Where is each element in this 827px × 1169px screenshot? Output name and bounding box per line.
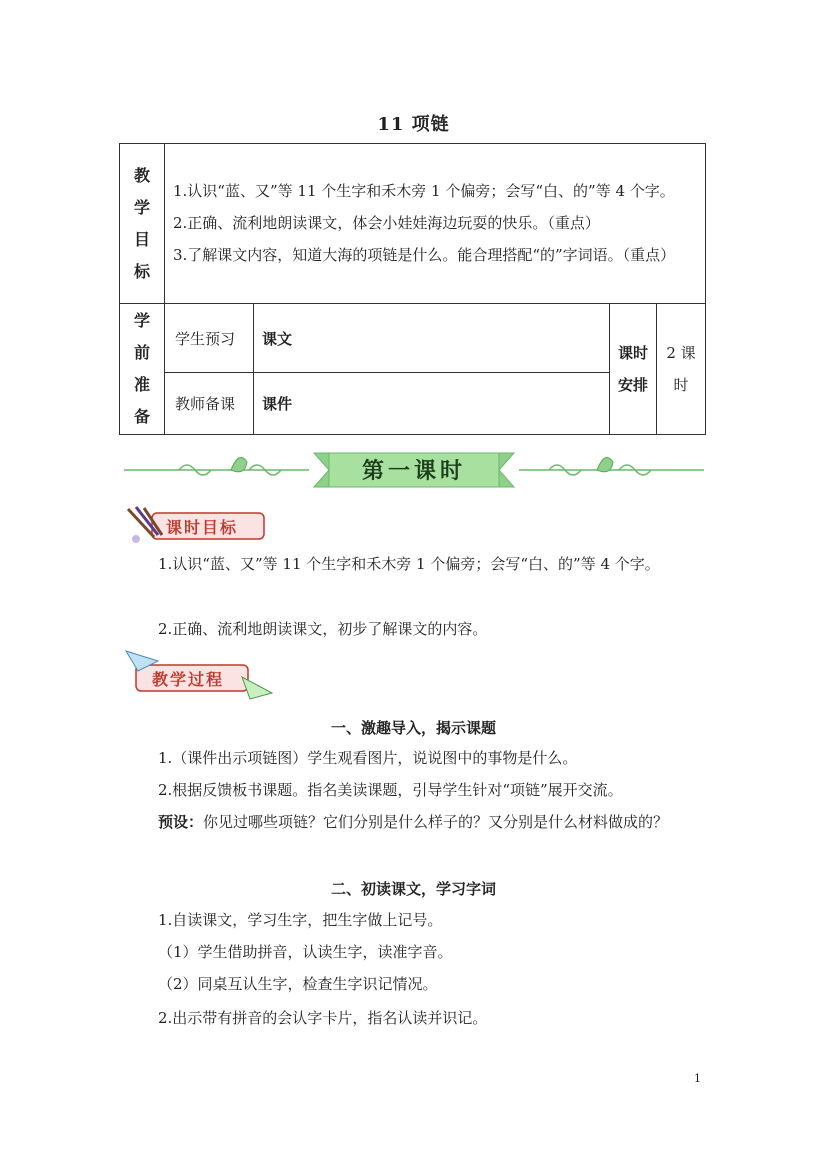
page-title: 11 项链 bbox=[377, 114, 450, 135]
objective-2: 2.正确、流利地朗读课文，初步了解课文的内容。 bbox=[158, 620, 488, 638]
section-2-paragraph: 2.出示带有拼音的会认字卡片，指名认读并识记。 bbox=[158, 1009, 488, 1027]
page-number: 1 bbox=[694, 1072, 701, 1085]
objectives-badge bbox=[124, 505, 274, 545]
student-prep-label: 学生预习 bbox=[165, 304, 254, 373]
lesson-plan-table bbox=[119, 143, 706, 435]
section-2-paragraph: （1）学生借助拼音，认读生字，读准字音。 bbox=[158, 943, 453, 961]
objectives-badge-text: 课时目标 bbox=[166, 518, 239, 537]
preset-paragraph bbox=[126, 807, 706, 838]
goals-header: 教 学 目 标 bbox=[120, 144, 165, 304]
section-2-paragraph: 1.自读课文，学习生字，把生字做上记号。 bbox=[158, 911, 443, 929]
teacher-prep-value: 课件 bbox=[254, 373, 610, 435]
schedule-value: 2 课 时 bbox=[657, 304, 706, 435]
lesson-banner bbox=[119, 445, 709, 495]
goal-item: 2.正确、流利地朗读课文，体会小娃娃海边玩耍的快乐。（重点） bbox=[173, 213, 600, 232]
section-2-paragraph: （2）同桌互认生字，检查生字识记情况。 bbox=[158, 975, 438, 993]
teacher-prep-label: 教师备课 bbox=[165, 373, 254, 435]
schedule-label: 课时 安排 bbox=[610, 304, 657, 435]
goal-item: 3.了解课文内容，知道大海的项链是什么。能合理搭配“的”字词语。（重点） bbox=[173, 245, 676, 264]
section-1-paragraph: 1.（课件出示项链图）学生观看图片，说说图中的事物是什么。 bbox=[158, 749, 578, 767]
objective-1: 1.认识“蓝、又”等 11 个生字和禾木旁 1 个偏旁；会写“白、的”等 4 个字。 bbox=[158, 555, 660, 573]
student-prep-value: 课文 bbox=[254, 304, 610, 373]
section-2-heading: 二、初读课文，学习字词 bbox=[330, 880, 496, 898]
process-badge-text: 教学过程 bbox=[152, 670, 225, 689]
banner-text: 第一课时 bbox=[361, 458, 466, 484]
section-1-paragraph: 2.根据反馈板书课题。指名美读课题，引导学生针对“项链”展开交流。 bbox=[158, 781, 623, 799]
goals-cell bbox=[165, 144, 706, 304]
process-badge bbox=[124, 647, 274, 703]
section-1-heading: 一、激趣导入，揭示课题 bbox=[330, 719, 496, 737]
preset-label: 预设： bbox=[158, 813, 204, 831]
prep-header: 学 前 准 备 bbox=[120, 304, 165, 435]
goal-item: 1.认识“蓝、又”等 11 个生字和禾木旁 1 个偏旁；会写“白、的”等 4 个字。 bbox=[173, 181, 675, 200]
preset-text: 你见过哪些项链？它们分别是什么样子的？又分别是什么材料做成的？ bbox=[203, 813, 669, 831]
